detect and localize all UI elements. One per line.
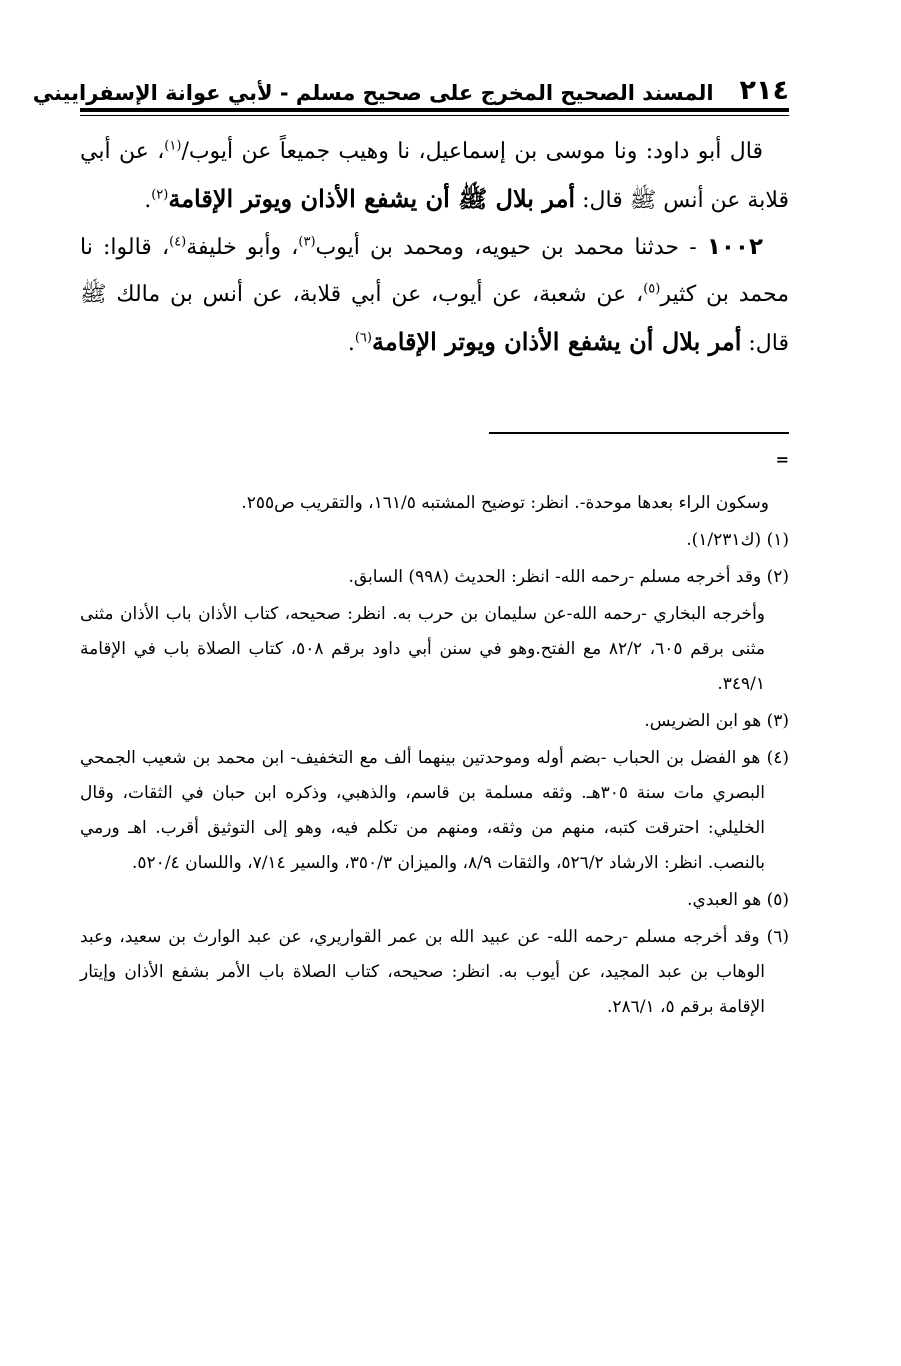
- footnote-4: (٤) هو الفضل بن الحباب -بضم أوله وموحدتين بينهما ألف مع التخفيف- ابن محمد بن شعيب الجمحي البصري مات سنة ٣٠٥هـ. وثقه مسلمة بن قاسم، والذهبي، وذكره ابن حبان في الثقات، وقال الخليلي: احترقت كتبه، منهم من وثقه، ومنهم من تكلم فيه، وهو إلى التوثيق أقرب. اهـ ورمي بالنصب. انظر: الارشاد ٥٢٦/٢، والثقات ٨/٩، والميزان ٣٥٠/٣، والسير ٧/١٤، واللسان ٥٢٠/٤.: [80, 748, 789, 873]
- main-text: [80, 128, 789, 367]
- main-paragraph-1: [80, 128, 789, 224]
- footnote-2: (٢) وقد أخرجه مسلم -رحمه الله- انظر: الحديث (٩٩٨) السابق.: [348, 567, 789, 587]
- header-rule-thin: [80, 115, 789, 116]
- page-number: ٢١٤: [739, 75, 789, 106]
- continuation-mark: =: [775, 450, 789, 469]
- note-ref-4: (٤): [169, 234, 187, 250]
- p2-text-2: ، وأبو خليفة: [186, 235, 299, 260]
- p1-text-2: ، عن أبي قلابة عن أنس ﷺ قال:: [80, 139, 789, 213]
- p1-bold-text: أمر بلال ﷺ أن يشفع الأذان ويوتر الإقامة: [168, 184, 576, 213]
- footnote-separator: [489, 432, 789, 434]
- p1-text-1: قال أبو داود: ونا موسى بن إسماعيل، نا وهيب جميعاً عن أيوب/: [181, 139, 763, 164]
- footnotes: [80, 486, 789, 1027]
- header-rule-thick: [80, 108, 789, 112]
- p2-bold-text: أمر بلال أن يشفع الأذان ويوتر الإقامة: [371, 327, 742, 356]
- footnote-3: (٣) هو ابن الضريس.: [644, 711, 789, 731]
- main-paragraph-2: [80, 224, 789, 367]
- footnote-1: (١) (ك١/٢٣١).: [686, 530, 789, 550]
- footnote-2-continuation: وأخرجه البخاري -رحمه الله-عن سليمان بن حرب به. انظر: صحيحه، كتاب الأذان باب الأذان مثنى مثنى برقم ٦٠٥، ٨٢/٢ مع الفتح.وهو في سنن أبي داود برقم ٥٠٨، كتاب الصلاة باب في الإقامة ٣٤٩/١.: [80, 604, 766, 694]
- footnote-continuation: وسكون الراء بعدها موحدة-. انظر: توضيح المشتبه ١٦١/٥، والتقريب ص٢٥٥.: [241, 493, 769, 513]
- p2-text-3: ، قالوا: نا محمد بن كثير: [80, 235, 790, 307]
- note-ref-3: (٣): [298, 234, 316, 250]
- footnote-5: (٥) هو العبدي.: [687, 890, 789, 910]
- note-ref-6: (٦): [354, 330, 372, 346]
- p2-text-5: .: [347, 331, 355, 356]
- p1-text-3: .: [144, 188, 152, 213]
- note-ref-1: (١): [164, 138, 182, 154]
- page-header: [32, 64, 789, 106]
- note-ref-2: (٢): [151, 187, 169, 203]
- footnote-6: (٦) وقد أخرجه مسلم -رحمه الله- عن عبيد الله بن عمر القواريري، عن عبد الوارث بن سعيد، وعبد الوهاب بن عبد المجيد، عن أيوب به. انظر: صحيحه، كتاب الصلاة باب الأمر بشفع الأذان وإيتار الإقامة برقم ٥، ٢٨٦/١.: [80, 927, 789, 1017]
- note-ref-5: (٥): [643, 281, 661, 297]
- running-title: المسند الصحيح المخرج على صحيح مسلم - لأبي عوانة الإسفراييني: [32, 81, 714, 105]
- p2-text-1: - حدثنا محمد بن حيويه، ومحمد بن أيوب: [315, 235, 707, 260]
- p2-text-4: ، عن شعبة، عن أيوب، عن أبي قلابة، عن أنس بن مالك ﷺ قال:: [80, 282, 789, 356]
- hadith-number: ١٠٠٢: [706, 234, 763, 260]
